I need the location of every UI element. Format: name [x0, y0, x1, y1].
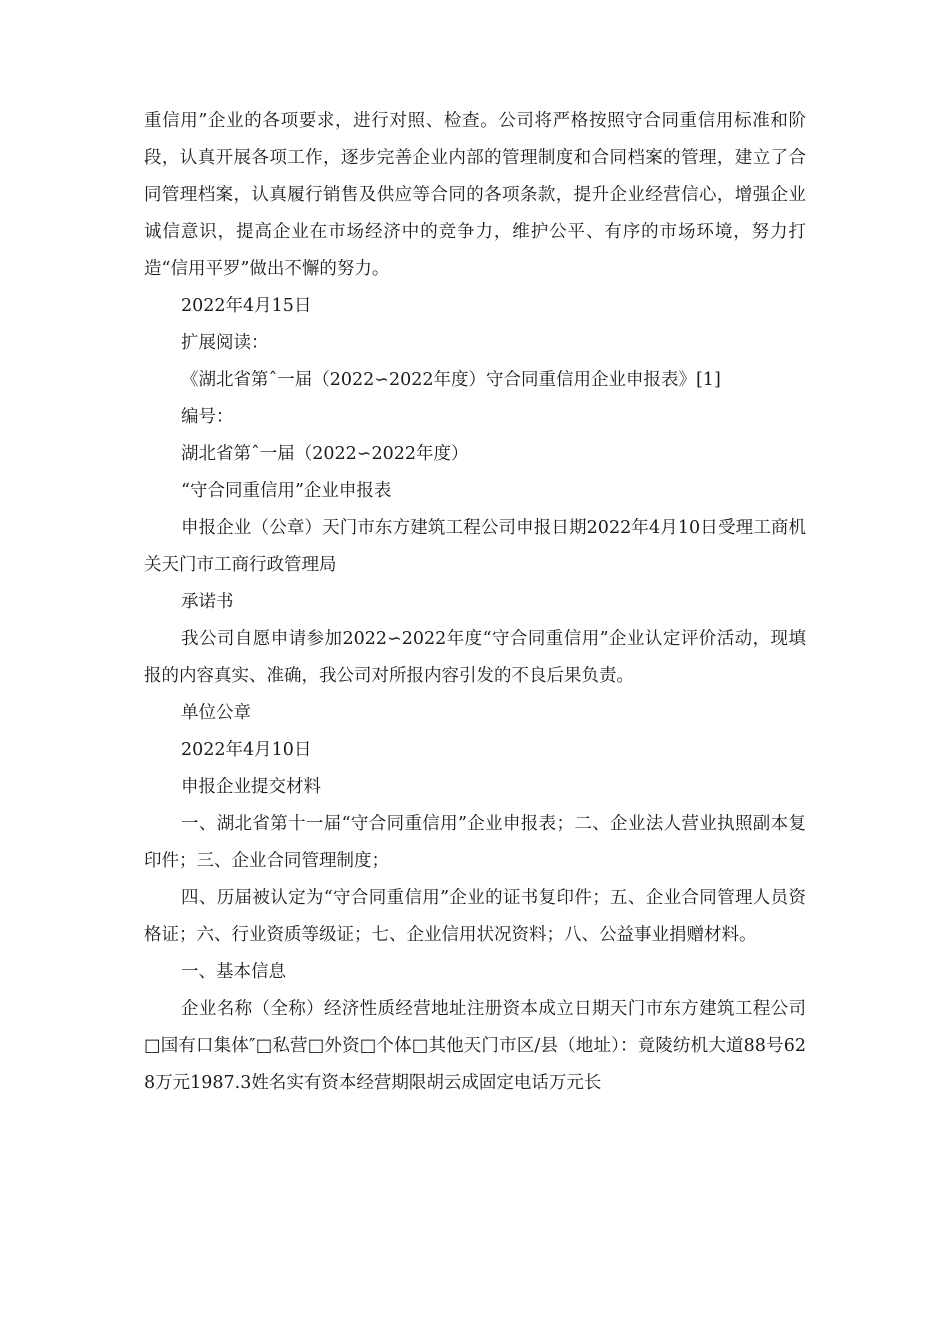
application-form-reference: 《湖北省第ˆ一届（2022∽2022年度）守合同重信用企业申报表》[1] [181, 370, 721, 390]
paragraph-commitment-continued: 重信用”企业的各项要求，进行对照、检查。公司将严格按照守合同重信用标准和阶段，认真开展各项工作，逐步完善企业内部的管理制度和合同档案的管理，建立了合同管理档案，认真履行销售及供应等合同的各项条款，提升企业经营信心，增强企业诚信意识，提高企业在市场经济中的竞争力，维护公平、有序的市场环境，努力打造“信用平罗”做出不懈的努力。 [144, 111, 806, 279]
pledge-paragraph: 我公司自愿申请参加2022∽2022年度“守合同重信用”企业认定评价活动，现填报的内容真实、准确，我公司对所报内容引发的不良后果负责。 [144, 629, 806, 686]
serial-number-label: 编号： [181, 407, 234, 427]
basic-info-heading: 一、基本信息 [181, 962, 286, 982]
form-title: “守合同重信用”企业申报表 [181, 481, 392, 501]
unit-seal-label: 单位公章 [181, 703, 251, 723]
form-edition-heading: 湖北省第ˆ一届（2022∽2022年度） [181, 444, 469, 464]
extended-reading-label: 扩展阅读： [181, 333, 269, 353]
document-body [144, 103, 806, 1102]
pledge-heading: 承诺书 [181, 592, 234, 612]
materials-list-part-2: 四、历届被认定为“守合同重信用”企业的证书复印件；五、企业合同管理人员资格证；六、行业资质等级证；七、企业信用状况资料；八、公益事业捐赠材料。 [144, 888, 806, 945]
date-april-10: 2022年4月10日 [181, 740, 312, 760]
materials-list-part-1: 一、湖北省第十一届“守合同重信用”企业申报表；二、企业法人营业执照副本复印件；三、企业合同管理制度； [144, 814, 806, 871]
basic-info-paragraph: 企业名称（全称）经济性质经营地址注册资本成立日期天门市东方建筑工程公司□国有口集体″□私营□外资□个体□其他天门市区/县（地址）：竟陵纺机大道88号628万元1987.3姓名实有资本经营期限胡云成固定电话万元长 [144, 999, 806, 1093]
applicant-info-paragraph: 申报企业（公章）天门市东方建筑工程公司申报日期2022年4月10日受理工商机关天门市工商行政管理局 [144, 518, 806, 575]
submitted-materials-heading: 申报企业提交材料 [181, 777, 321, 797]
date-april-15: 2022年4月15日 [181, 296, 312, 316]
